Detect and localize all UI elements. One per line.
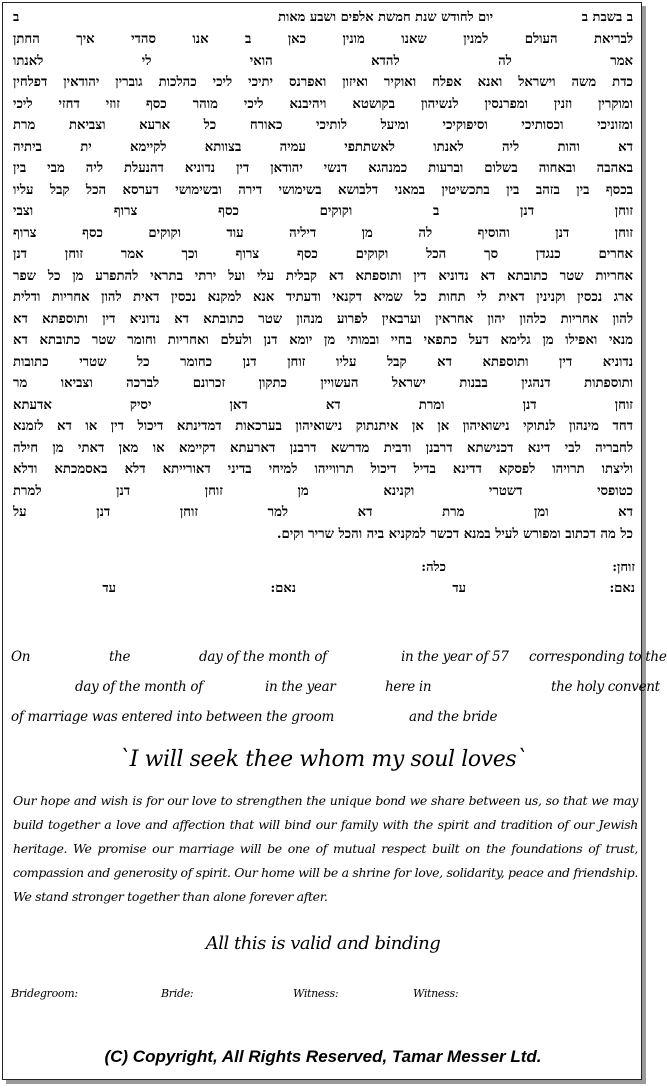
english-vows-paragraph: Our hope and wish is for our love to strengthen the unique bond we share between us, so that we may build together a love and affection that will bind our family with the spirit and tradition of our Jewish heritage. We promise our marriage will be one of mutual respect built on the foundations of trust, compassion and generosity of spirit. Our home will be a shrine for love, solidarity, peace and friendship. We stand stronger together than alone forever after. xyxy=(13,793,638,904)
hebrew-line: כטופסי דשטרי וקנינא מן זוחן דנן למרת xyxy=(13,483,633,499)
english-line2-day-month: day of the month of xyxy=(75,679,203,695)
signature-witness-1: Witness: xyxy=(293,987,339,1000)
hebrew-witness-nam-1: נאם: xyxy=(609,581,635,596)
hebrew-line: כדת משה וישראל ואנא אפלח ואוקיר ואיזון ואפרנס יתיכי ליכי כהלכות גוברין יהודאין דפלחין xyxy=(13,75,633,90)
hebrew-line: נדוניא דין ותוספתא דא קבל עליו זוחן דנן כחומר כל שטרי כתובות xyxy=(13,354,633,370)
ketubah-title: `I will seek thee whom my soul loves` xyxy=(119,747,527,772)
hebrew-line: דחד מינהון לנתוקי נישואיהון אן אן איתנתוק נישואיהון בערכאות דמדינתא דיכול דין או דא לזמנא xyxy=(13,419,633,434)
english-line2-here-in: here in xyxy=(385,679,432,695)
signature-bride: Bride: xyxy=(161,987,194,1000)
english-line1-corresponding: corresponding to the xyxy=(529,649,667,665)
hebrew-line: באהבה ובאחוה בשלום וברעות כמנהגא דנשי יהודאן דין נדוניא דהנעלת ליה מבי בין xyxy=(13,161,633,176)
english-line2-year: in the year xyxy=(265,679,336,695)
hebrew-bride-label: כלה: xyxy=(421,560,446,575)
hebrew-line: ומזוניכי וכסותיכי וסיפוקיכי ומיעל לותיכי כאורח כל ארעא וצביאת מרת xyxy=(13,118,633,133)
ketubah-document xyxy=(2,2,667,1080)
hebrew-line: לחבריה לבי דינא דכנישתא דרבנן ודבית מדרשא דרבנן דארעתא דקיימא או מאן דאתי מן חילה xyxy=(13,440,633,456)
hebrew-witness-ed-2: עד xyxy=(102,581,116,596)
hebrew-line: כל מה דכתוב ומפורש לעיל במנא דכשר למקניא ביה והכל שריר וקים. xyxy=(276,526,633,542)
hebrew-line: מנאי ואפילו מן גלימא דעל כתפאי בחיי ובמותי מן יומא דנן ולעלם ואחריות וחומר שטר כתובתא דא xyxy=(13,333,633,348)
hebrew-line: ארג נכסין וקנינין דאית לי תחות כל שמיא דקנאי ודעתיד אנא למקנא נכסין דאית להון אחריות ודלית xyxy=(13,290,633,305)
hebrew-header-left: ב xyxy=(13,10,20,25)
hebrew-line: אחריות שטר כתובתא דא נדוניא דין ותוספתא דא קבלית עלי ועל ירתי בתראי להתפרע מן כל שפר xyxy=(13,268,633,284)
hebrew-header xyxy=(13,9,633,29)
hebrew-line: ומוקרין וזנין ומפרנסין לנשיהון בקושטא ויהיבנא ליכי מוהר כסף זוזי דחזי ליכי xyxy=(13,96,633,112)
copyright-notice: (C) Copyright, All Rights Reserved, Tamar Messer Ltd. xyxy=(104,1047,542,1066)
signature-witness-2: Witness: xyxy=(413,987,459,1000)
english-line1-year: in the year of 57 xyxy=(401,649,509,665)
hebrew-line: אחרים כנגדן סך הכל וקוקים כסף צרוף וכך אמר זוחן דנן xyxy=(13,247,633,262)
valid-binding-text: All this is valid and binding xyxy=(205,933,441,954)
english-line3-bride: and the bride xyxy=(409,709,498,725)
hebrew-witness-ed-1: עד xyxy=(452,581,466,596)
hebrew-line: להון אחריות כלהון יהון אחראין וערבאין לפרוע מנהון שטר כתובתא דא נדוניא דין ותוספתא דא xyxy=(13,311,633,327)
english-line2-convent: the holy convent xyxy=(551,679,660,695)
hebrew-line: זוחן דנן והוסיף לה מן דיליה עוד וקוקים כסף צרוף xyxy=(13,225,633,241)
hebrew-line: דא והות ליה לאנתו לאשתתפי עמיה בצוותא לקיימא ית ביתיה xyxy=(13,139,633,155)
hebrew-witness-nam-2: נאם: xyxy=(270,581,296,596)
hebrew-line: זוחן דנן ומרת דא דאן יסיק אדעתא xyxy=(13,397,633,413)
hebrew-text-body xyxy=(13,29,633,545)
hebrew-line: אמר לה להדא הואי לי לאנתו xyxy=(13,53,633,69)
hebrew-line: בכסף בין בזהב בין בתכשיטין במאני דלבושא בשימושי דירה ובשימושי דערסא הכל קבל עליו xyxy=(13,182,633,198)
hebrew-line: לבריאת העולם למנין שאנו מונין כאן ב אנו סהדי איך החתן xyxy=(13,32,633,47)
hebrew-line: ותוספתות דנהגין בבנות ישראל העשויין כתקון זכרונם לברכה וצביאו מר xyxy=(13,376,633,391)
english-line1-day-month: day of the month of xyxy=(199,649,327,665)
hebrew-header-right: ב בשבת ב xyxy=(581,10,633,25)
hebrew-line: דא ומן מרת דא למר זוחן דנן על xyxy=(13,505,633,520)
english-line1-on: On xyxy=(11,649,31,665)
hebrew-groom-label: זוחן: xyxy=(612,560,635,575)
hebrew-line: זוחן דנן ב וקוקים כסף צרוף וצבי xyxy=(13,204,633,219)
english-line1-the: the xyxy=(109,649,131,665)
english-line3-groom: of marriage was entered into between the groom xyxy=(11,709,334,725)
signature-bridegroom: Bridegroom: xyxy=(11,987,78,1000)
hebrew-line: וליצתו תרויהו לפסקא דדינא בדיל דיכול תרווייהו למיחי בדיני דאורייתא דלא באסמכתא ודלא xyxy=(13,462,633,477)
hebrew-header-center: יום לחודש שנת חמשת אלפים ושבע מאות xyxy=(278,10,493,25)
